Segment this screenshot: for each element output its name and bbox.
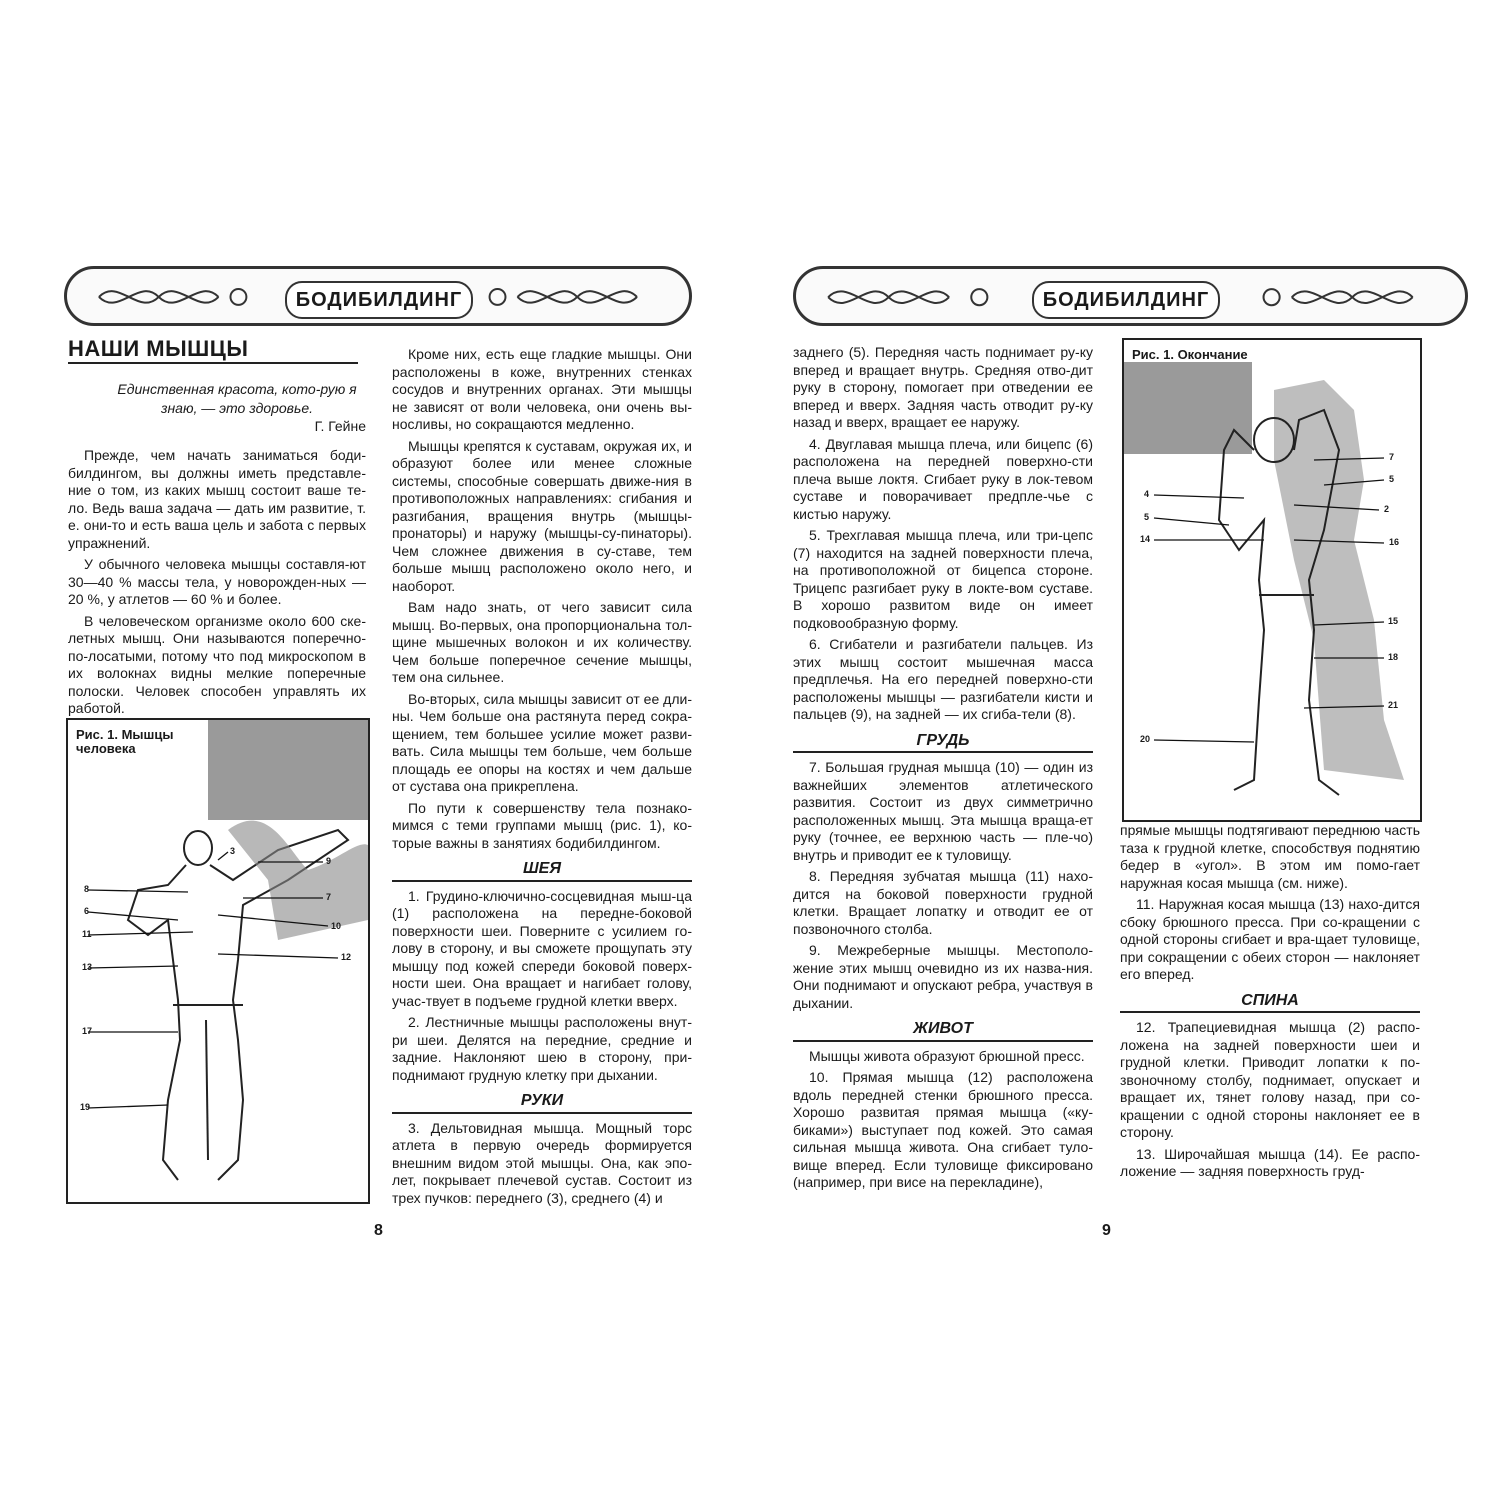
section-heading-back: СПИНА bbox=[1120, 992, 1420, 1014]
figure-label: 7 bbox=[1389, 452, 1395, 462]
figure-label: 6 bbox=[84, 906, 90, 916]
paragraph: По пути к совершенству тела познако-мимся с теми группами мышц (рис. 1), ко-торые важны в занятиях бодибилдингом. bbox=[392, 799, 692, 851]
paragraph: 8. Передняя зубчатая мышца (11) нахо-дится на боковой поверхности грудной клетки. Вращает лопатку и отводит ее от позвоночного столба. bbox=[793, 868, 1093, 937]
figure-front-muscles bbox=[66, 718, 370, 1204]
paragraph: 4. Двуглавая мышца плеча, или бицепс (6) расположена на передней поверхно-сти плеча выше локтя. Сгибает руку в лок-тевом суставе и поворачивает предпле-чье с кистью наружу. bbox=[793, 435, 1093, 522]
figure-label: 9 bbox=[326, 856, 332, 866]
figure-label: 7 bbox=[326, 892, 332, 902]
paragraph: Мышцы живота образуют брюшной пресс. bbox=[809, 1047, 1085, 1064]
title-rule bbox=[68, 362, 358, 364]
header-title: БОДИБИЛДИНГ bbox=[1032, 281, 1220, 319]
paragraph: 2. Лестничные мышцы расположены внут-ри шеи. Делятся на передние, средние и задние. Наклоняют шею в сторону, при-поднимают грудную клетку при дыхании. bbox=[392, 1014, 692, 1083]
paragraph: 9. Межреберные мышцы. Местополо-жение этих мышц очевидно из их назва-ния. Они поднимают и опускают ребра, участвуя в дыхании. bbox=[793, 942, 1093, 1011]
paragraph: Кроме них, есть еще гладкие мышцы. Они расположены в коже, внутренних стенках сосудов и внутренних органах. Эти мышцы не зависят от воли человека, они очень вы-носливы, но сокращаются медленно. bbox=[392, 346, 692, 432]
section-heading-neck: ШЕЯ bbox=[392, 860, 692, 882]
page-header-banner bbox=[793, 266, 1468, 326]
paragraph: Мышцы крепятся к суставам, окружая их, и образуют более или менее сложные системы, способные совершать движе-ния в противоположных направлениях: сгибания и разгибания, вращения внутрь (мышцы-пронаторы) и наружу (мышцы-су-пинаторы). Чем сложнее движения в су-ставе, тем больше мышц расположено около него, и наоборот. bbox=[392, 437, 692, 594]
figure-label: 16 bbox=[1389, 537, 1400, 547]
right-column-2 bbox=[1120, 822, 1420, 1185]
section-heading-chest: ГРУДЬ bbox=[793, 732, 1093, 754]
figure-label: 11 bbox=[82, 929, 92, 939]
bodybuilder-front-illustration bbox=[68, 720, 368, 1202]
figure-label: 13 bbox=[82, 962, 93, 972]
paragraph: В человеческом организме около 600 ске-летных мышц. Они называются поперечно-по-лосатыми, потому что под микроскопом в их волокнах видны мелкие поперечные полоски. Человек способен управлять их работой. bbox=[68, 612, 366, 716]
header-title: БОДИБИЛДИНГ bbox=[285, 281, 473, 319]
figure-label: 5 bbox=[1144, 512, 1150, 522]
page-header-banner bbox=[64, 266, 692, 326]
figure-back-muscles bbox=[1122, 338, 1422, 822]
figure-label: 2 bbox=[1384, 504, 1390, 514]
figure-label: 4 bbox=[1144, 489, 1150, 499]
figure-label: 3 bbox=[230, 846, 236, 856]
epigraph-author: Г. Гейне bbox=[314, 417, 366, 434]
paragraph: 6. Сгибатели и разгибатели пальцев. Из этих мышц состоит мышечная масса предплечья. На его передней поверхно-сти расположены мышцы — разгибатели кисти и пальцев (9), на задней — их сгиба-тели (8). bbox=[793, 636, 1093, 722]
paragraph: Во-вторых, сила мышцы зависит от ее дли-ны. Чем больше она растянута перед сокра-щением, тем большее усилие может разви-вать. Сила мышцы тем больше, чем больше площадь ее опоры на костях и чем дальше от сустава она прикреплена. bbox=[392, 690, 692, 794]
figure-caption: Рис. 1. Окончание bbox=[1132, 347, 1248, 362]
figure-label: 14 bbox=[1140, 534, 1151, 544]
figure-label: 12 bbox=[341, 952, 352, 962]
right-column-1 bbox=[793, 344, 1093, 1196]
figure-label: 8 bbox=[84, 884, 90, 894]
figure-label: 18 bbox=[1388, 652, 1399, 662]
epigraph: Единственная красота, кото-рую я знаю, — это здоровье. bbox=[117, 380, 357, 416]
section-heading-arms: РУКИ bbox=[392, 1092, 692, 1114]
figure-label: 5 bbox=[1389, 474, 1395, 484]
figure-label: 20 bbox=[1140, 734, 1151, 744]
paragraph: Прежде, чем начать заниматься боди-билдингом, вы должны иметь представле-ние о том, из каких мышц состоит ваше те-ло. Ведь ваша задача — дать им развитие, т. е. они-то и есть ваша цель и забота с первых упражнений. bbox=[68, 447, 366, 551]
paragraph: 10. Прямая мышца (12) расположена вдоль передней стенки брюшного пресса. Хорошо развитая прямая мышца («ку-биками») выступает под кожей. Это самая сильная мышца живота. Она сгибает туло-вище вперед. Если туловище фиксировано (например, при висе на перекладине), bbox=[793, 1069, 1093, 1190]
figure-label: 17 bbox=[82, 1026, 93, 1036]
article-title: НАШИ МЫШЦЫ bbox=[68, 336, 249, 361]
figure-label: 21 bbox=[1388, 700, 1399, 710]
left-column-1 bbox=[68, 336, 366, 722]
paragraph: 13. Широчайшая мышца (14). Ее распо-ложение — задняя поверхность груд- bbox=[1120, 1145, 1420, 1179]
page-number: 8 bbox=[374, 1222, 383, 1239]
right-page bbox=[750, 0, 1500, 1500]
figure-label: 19 bbox=[80, 1102, 91, 1112]
paragraph: 1. Грудино-ключично-сосцевидная мыш-ца (1) расположена на передне-боковой поверхности шеи. Поверните с усилием го-лову в сторону, и вы сможете прощупать эту мышцу под кожей спереди боковой поверх-ности шеи. Она вращает и нагибает голову, учас-твует в подъеме грудной клетки вверх. bbox=[392, 887, 692, 1009]
bodybuilder-back-illustration bbox=[1124, 340, 1420, 820]
paragraph: У обычного человека мышцы составля-ют 30—40 % массы тела, у новорожден-ных — 20 %, у атлетов — 60 % и более. bbox=[68, 556, 366, 607]
page-number: 9 bbox=[1102, 1222, 1111, 1239]
figure-caption: Рис. 1. Мышцы человека bbox=[76, 727, 174, 756]
paragraph: прямые мышцы подтягивают переднюю часть таза к грудной клетке, способствуя поднятию бедер в «угол». В этом им помо-гает наружная косая мышца (см. ниже). bbox=[1120, 822, 1420, 891]
paragraph: 12. Трапециевидная мышца (2) распо-ложена на задней поверхности шеи и грудной клетки. Приводит лопатки к по-звоночному столбу, поднимает, опускает и вращает их, тянет голову назад, при со-кращении с одной стороны наклоняет ее в сторону. bbox=[1120, 1019, 1420, 1140]
paragraph: Вам надо знать, от чего зависит сила мышц. Во-первых, она пропорциональна тол-щине мышечных волокон и их количеству. Чем больше поперечное сечение мышцы, тем она сильнее. bbox=[392, 599, 692, 685]
figure-label: 15 bbox=[1388, 616, 1399, 626]
left-column-2 bbox=[392, 346, 692, 1211]
paragraph: заднего (5). Передняя часть поднимает ру-ку вперед и вращает внутрь. Средняя отво-дит руку в сторону, помогает при отведении ее вперед и вверх. Задняя часть отводит ру-ку назад и вверх, вращает ее наружу. bbox=[793, 344, 1093, 430]
paragraph: 11. Наружная косая мышца (13) нахо-дится сбоку брюшного пресса. При со-кращении с одной стороны сгибает и вра-щает туловище, при сокращении с обеих сторон — наклоняет его вперед. bbox=[1120, 896, 1420, 982]
paragraph: 5. Трехглавая мышца плеча, или три-цепс (7) находится на задней поверхности плеча, на противоположной от бицепса стороне. Трицепс разгибает руку в локте-вом суставе. В хорошо развитом виде он имеет подковообразную форму. bbox=[793, 527, 1093, 631]
paragraph: 3. Дельтовидная мышца. Мощный торс атлета в первую очередь формируется внешним видом этой мышцы. Она, как эпо-лет, покрывает плечевой сустав. Состоит из трех пучков: переднего (3), среднего (4) и bbox=[392, 1119, 692, 1206]
section-heading-belly: ЖИВОТ bbox=[793, 1020, 1093, 1042]
figure-label: 10 bbox=[331, 921, 342, 931]
paragraph: 7. Большая грудная мышца (10) — один из важнейших элементов атлетического развития. Состоит из двух симметрично расположенных мышц. Эта мышца враща-ет руку (точнее, ее верхнюю часть — пле-чо) внутрь и приводит ее к туловищу. bbox=[793, 759, 1093, 863]
